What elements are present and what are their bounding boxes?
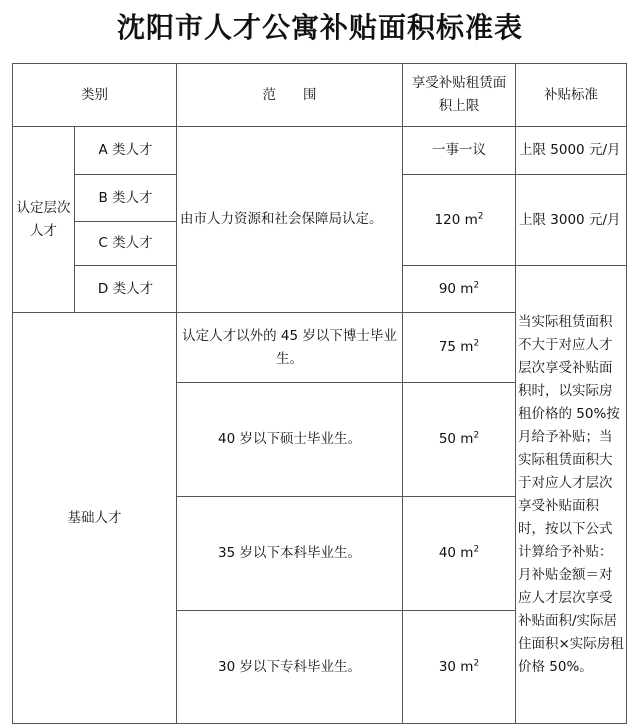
subsidy-standard-class-a: 上限 5000 元/月 [516,127,627,175]
header-scope: 范 围 [177,64,403,127]
area-unit-superscript: 2 [473,430,480,441]
page-title: 沈阳市人才公寓补贴面积标准表 [116,11,523,44]
subsidy-area-table [12,63,627,724]
area-limit-bachelor [403,497,516,611]
table-header-row [13,64,627,127]
talent-class-c: C 类人才 [75,222,177,266]
basic-scope-doctor: 认定人才以外的 45 岁以下博士毕业生。 [177,313,403,383]
talent-class-a: A 类人才 [75,127,177,175]
table-row [13,127,627,175]
area-unit-superscript: 2 [473,658,480,668]
basic-scope-junior-college: 30 岁以下专科毕业生。 [177,611,403,724]
area-limit-master [403,383,516,497]
subsidy-formula-note: 当实际租赁面积不大于对应人才层次享受补贴面积时，以实际房租价格的 50%按月给予补贴；当实际租赁面积大于对应人才层次享受补贴面积时，按以下公式计算给予补贴：月补贴金额＝对应人才层次享受补贴面积/实际居住面积×实际房租价格 50%。 [516,266,627,724]
area-unit-superscript: 2 [473,544,480,555]
area-limit-class-a [403,127,516,175]
area-value: 75 m [438,339,474,355]
basic-talent-group-label: 基础人才 [13,313,177,724]
area-value: 120 m [434,211,478,228]
area-value: 50 m [438,431,474,447]
basic-scope-master: 40 岁以下硕士毕业生。 [177,383,403,497]
certified-talent-group-label: 认定层次人才 [13,127,75,313]
certified-talent-scope: 由市人力资源和社会保障局认定。 [177,127,403,313]
area-value: 90 m [438,280,474,297]
header-subsidy-standard: 补贴标准 [516,64,627,127]
area-value: 一事一议 [432,142,486,158]
basic-scope-bachelor: 35 岁以下本科毕业生。 [177,497,403,611]
subsidy-standard-class-bc: 上限 3000 元/月 [516,175,627,266]
area-unit-superscript: 2 [473,338,480,349]
header-area-limit: 享受补贴租赁面积上限 [403,64,516,127]
area-limit-junior-college [403,611,516,724]
header-category: 类别 [13,64,177,127]
area-value: 30 m [438,658,474,675]
area-limit-doctor [403,313,516,383]
area-unit-superscript: 2 [477,211,484,221]
talent-class-b: B 类人才 [75,175,177,222]
area-value: 40 m [438,545,474,561]
area-limit-class-bc [403,175,516,266]
area-unit-superscript: 2 [473,280,480,290]
talent-class-d: D 类人才 [75,266,177,313]
area-limit-class-d [403,266,516,313]
